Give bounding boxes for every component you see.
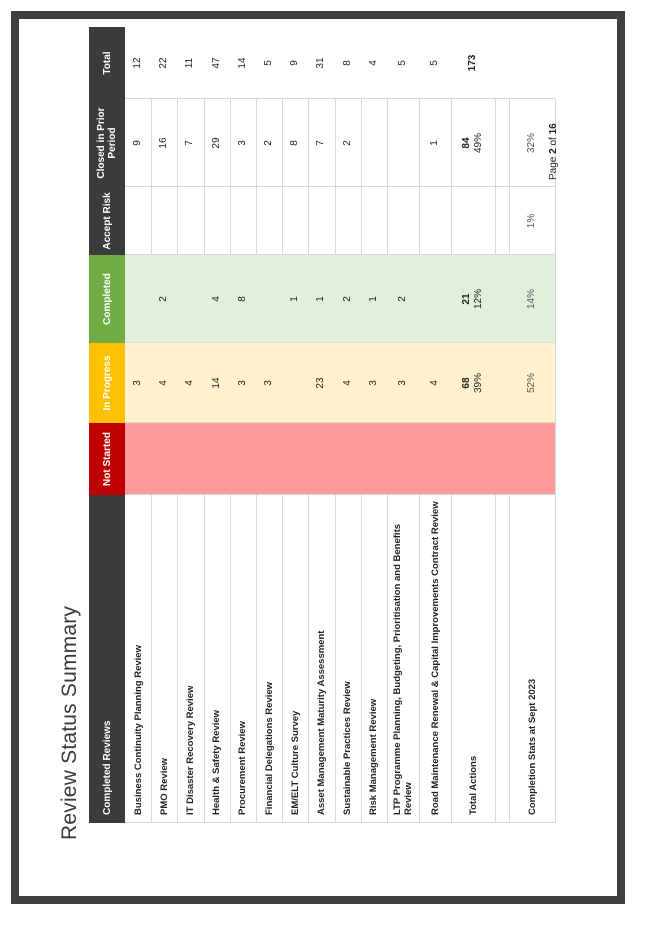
- value-cell-ns: [387, 423, 419, 495]
- page-title: Review Status Summary: [58, 605, 81, 840]
- value-cell-cp: 4: [204, 255, 230, 343]
- value-cell-ip: 4: [177, 343, 203, 423]
- review-name-cell: Sustainable Practices Review: [342, 681, 354, 815]
- value-cell-cl: 7: [315, 140, 327, 146]
- value-cell-ns: [308, 423, 334, 495]
- value-cell-ip: 3: [125, 343, 151, 423]
- value-cell-tot: 31: [315, 57, 327, 69]
- value-cell-ns: [177, 423, 203, 495]
- value-cell-ar: [419, 187, 451, 255]
- stats-cell-in-progress: 52%: [509, 343, 555, 423]
- value-cell-cp: [419, 255, 451, 343]
- table-row: [335, 60, 361, 881]
- completion-stats-label: Completion Stats at Sept 2023: [526, 678, 538, 815]
- value-cell-cp: [177, 255, 203, 343]
- value-cell-tot: 5: [429, 60, 440, 66]
- review-name-cell: Health & Safety Review: [211, 709, 223, 815]
- review-name-cell: EM/ELT Culture Survey: [289, 710, 301, 815]
- value-cell-ar: [308, 187, 334, 255]
- value-cell-cl: 29: [210, 137, 222, 149]
- value-cell-ns: [125, 423, 151, 495]
- header-total: Total: [89, 27, 125, 99]
- value-cell-ns: [419, 423, 451, 495]
- total-actions-row: [451, 54, 495, 881]
- header-completed: Completed: [89, 255, 125, 343]
- value-cell-cl: [361, 99, 387, 187]
- stats-cell: [509, 27, 555, 99]
- value-cell-ip: 3: [387, 343, 419, 423]
- value-cell-ns: [282, 423, 308, 495]
- header-accept-risk: Accept Risk: [89, 187, 125, 255]
- completion-stats-row: [509, 90, 555, 881]
- value-cell-ip: 14: [204, 343, 230, 423]
- review-name-cell: Procurement Review: [237, 721, 249, 815]
- value-cell-ns: [256, 423, 282, 495]
- total-value: 21: [461, 293, 472, 305]
- value-cell-cp: 2: [151, 255, 177, 343]
- value-cell-cl: 9: [132, 140, 144, 146]
- column-divider: [125, 422, 555, 423]
- value-cell-cl: 8: [289, 140, 301, 146]
- stats-cell-accept-risk: 1%: [526, 213, 537, 229]
- table-row: [230, 57, 256, 881]
- spacer-row: [495, 90, 509, 881]
- value-cell-ar: [361, 187, 387, 255]
- review-name-cell: IT Disaster Recovery Review: [184, 685, 196, 815]
- value-cell-cl: 2: [263, 140, 275, 146]
- value-cell-ip: 3: [361, 343, 387, 423]
- page-number-prefix: Page: [548, 156, 559, 180]
- value-cell-ar: [256, 187, 282, 255]
- value-cell-cp: [125, 255, 151, 343]
- column-divider: [125, 494, 555, 495]
- total-value: 173: [467, 54, 478, 72]
- total-percent: 49%: [473, 133, 484, 154]
- value-cell-cl: 3: [236, 140, 248, 146]
- review-name-cell: Financial Delegations Review: [263, 681, 275, 815]
- review-name-cell: Business Continuity Planning Review: [132, 645, 144, 815]
- table-row: [256, 60, 282, 881]
- value-cell-tot: 5: [397, 60, 408, 66]
- value-cell-ip: 23: [308, 343, 334, 423]
- value-cell-ip: 4: [335, 343, 361, 423]
- value-cell-tot: 9: [289, 60, 301, 66]
- value-cell-ns: [335, 423, 361, 495]
- total-cell: [451, 99, 495, 187]
- column-divider: [125, 98, 555, 99]
- spacer-cell: [495, 423, 509, 495]
- stats-cell: [509, 423, 555, 495]
- total-value: 84: [461, 137, 472, 149]
- value-cell-cp: [256, 255, 282, 343]
- value-cell-ar: [177, 187, 203, 255]
- value-cell-tot: 8: [341, 60, 353, 66]
- total-cell: [451, 343, 495, 423]
- table-row: [361, 60, 387, 881]
- value-cell-ar: [335, 187, 361, 255]
- total-cell: [451, 255, 495, 343]
- value-cell-ip: [282, 343, 308, 423]
- review-name-cell: LTP Programme Planning, Budgeting, Prioritisation and Benefits Review: [392, 523, 414, 815]
- table-row: [204, 57, 230, 881]
- spacer-cell: [495, 343, 509, 423]
- table-row: [387, 60, 419, 881]
- value-cell-cp: 1: [361, 255, 387, 343]
- value-cell-ns: [361, 423, 387, 495]
- total-value: 68: [461, 377, 472, 389]
- header-not-started: Not Started: [89, 423, 125, 495]
- total-cell: [451, 187, 495, 255]
- spacer-cell: [495, 255, 509, 343]
- value-cell-ar: [230, 187, 256, 255]
- total-cell: [451, 27, 495, 99]
- table-row: [308, 57, 334, 881]
- page-number-total: 16: [548, 123, 559, 135]
- page-number-current: 2: [548, 148, 559, 154]
- value-cell-ip: 3: [256, 343, 282, 423]
- value-cell-tot: 47: [210, 57, 222, 69]
- review-name-cell: Asset Management Maturity Assessment: [315, 630, 327, 815]
- table-row: [419, 60, 451, 881]
- table-row: [125, 57, 151, 881]
- review-name-cell: PMO Review: [158, 757, 170, 815]
- value-cell-cl: 16: [158, 137, 170, 149]
- value-cell-cl: [387, 99, 419, 187]
- value-cell-ip: 4: [419, 343, 451, 423]
- stats-cell-completed: 14%: [509, 255, 555, 343]
- value-cell-cp: 8: [230, 255, 256, 343]
- review-name-cell: Risk Management Review: [368, 698, 380, 815]
- review-status-table: [0, 51, 572, 881]
- value-cell-tot: 11: [184, 57, 196, 69]
- total-percent: 39%: [473, 373, 484, 394]
- value-cell-cp: 1: [282, 255, 308, 343]
- header-in-progress: In Progress: [89, 343, 125, 423]
- value-cell-cl: 2: [341, 140, 353, 146]
- column-divider: [125, 342, 555, 343]
- value-cell-ar: [151, 187, 177, 255]
- value-cell-cl: 1: [429, 140, 440, 146]
- value-cell-ar: [204, 187, 230, 255]
- page-number: [548, 123, 559, 180]
- total-percent: 12%: [473, 289, 484, 310]
- value-cell-tot: 4: [367, 60, 379, 66]
- page-number-of: of: [548, 137, 559, 146]
- column-divider: [125, 186, 555, 187]
- column-divider: [125, 822, 555, 823]
- total-value: Total Actions: [467, 755, 479, 815]
- table-row: [177, 57, 203, 881]
- value-cell-cl: 7: [184, 140, 196, 146]
- value-cell-tot: 14: [236, 57, 248, 69]
- table-row: [151, 57, 177, 881]
- value-cell-ns: [230, 423, 256, 495]
- value-cell-ip: 4: [151, 343, 177, 423]
- column-divider: [125, 254, 555, 255]
- value-cell-ar: [125, 187, 151, 255]
- review-name-cell: Road Maintenance Renewal & Capital Improvements Contract Review: [429, 501, 441, 815]
- value-cell-ns: [204, 423, 230, 495]
- value-cell-cp: 2: [335, 255, 361, 343]
- value-cell-cp: 1: [308, 255, 334, 343]
- value-cell-ns: [151, 423, 177, 495]
- value-cell-cp: 2: [387, 255, 419, 343]
- row-divider: [555, 99, 556, 823]
- value-cell-tot: 12: [132, 57, 144, 69]
- value-cell-ar: [282, 187, 308, 255]
- total-cell: [451, 423, 495, 495]
- table-row: [282, 60, 308, 881]
- rotated-page: [0, 51, 572, 881]
- stats-cell-closed-prior: 32%: [526, 133, 537, 154]
- value-cell-tot: 22: [158, 57, 170, 69]
- value-cell-tot: 5: [263, 60, 275, 66]
- header-completed-reviews: Completed Reviews: [89, 495, 125, 823]
- value-cell-ar: [387, 187, 419, 255]
- total-actions-label: [451, 495, 495, 823]
- value-cell-ip: 3: [230, 343, 256, 423]
- header-closed-prior-period: Closed in Prior Period: [89, 99, 125, 187]
